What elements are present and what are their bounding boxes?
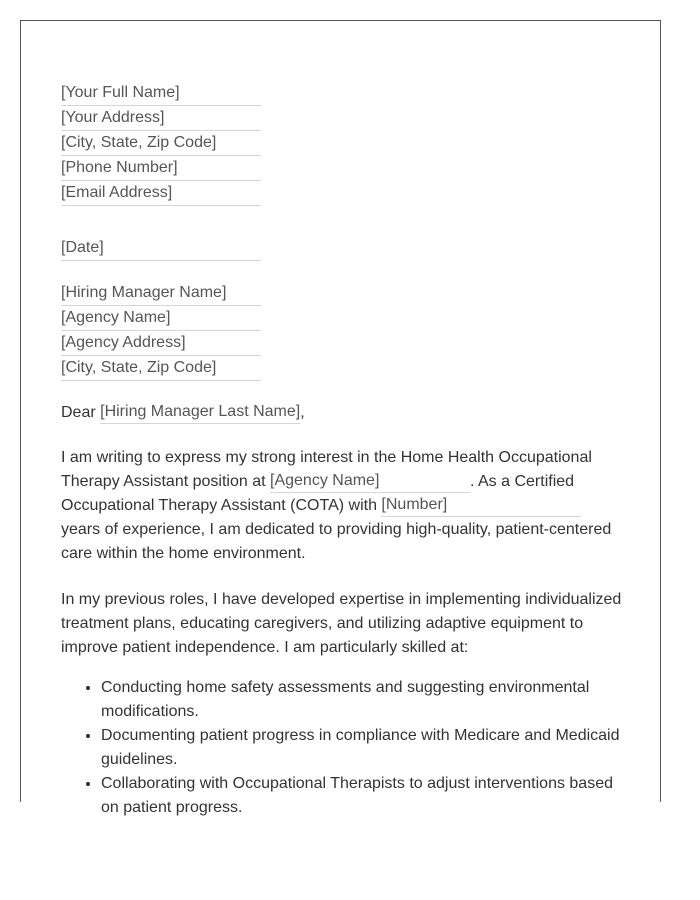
recipient-city-state-zip-field[interactable]: [City, State, Zip Code] [61,356,261,381]
paragraph-experience: In my previous roles, I have developed expertise in implementing individualized treatment plans, educating caregivers, and utilizing adaptive equipment to improve patient independence. I am particularly skilled at: [61,591,622,656]
intro-line-2 [61,470,631,494]
intro-line-3 [61,494,631,518]
date-field[interactable]: [Date] [61,236,261,261]
skills-list-item: • Conducting home safety assessments and suggesting environmental modifications. [101,676,631,724]
intro-line-2-tail: . As a Certified [470,473,575,490]
intro-line-4: years of experience, I am dedicated to providing high-quality, patient-centered [61,521,612,538]
letter-page [20,20,661,816]
agency-address-field[interactable]: [Agency Address] [61,331,261,356]
sender-phone-field[interactable]: [Phone Number] [61,156,261,181]
intro-line-5: care within the home environment. [61,545,306,562]
hiring-manager-name-field[interactable]: [Hiring Manager Name] [61,281,261,306]
salutation [61,401,305,425]
skills-list [61,676,631,820]
sender-block [61,81,261,206]
recipient-block [61,281,261,381]
intro-line-1: I am writing to express my strong interest in the Home Health Occupational [61,449,592,466]
sender-address-field[interactable]: [Your Address] [61,106,261,131]
intro-line-2-text: Therapy Assistant position at [61,473,270,490]
years-number-field[interactable]: [Number] [381,494,581,517]
intro-agency-name-field[interactable]: [Agency Name] [270,470,470,493]
sender-email-field[interactable]: [Email Address] [61,181,261,206]
salutation-prefix: Dear [61,404,101,421]
agency-name-field[interactable]: [Agency Name] [61,306,261,331]
skills-list-item: • Documenting patient progress in compliance with Medicare and Medicaid guidelines. [101,724,631,772]
intro-line-3-text: Occupational Therapy Assistant (COTA) with [61,497,382,514]
date-block [61,236,261,261]
skills-list-item: • Collaborating with Occupational Therapists to adjust interventions based on patient progress. [101,772,631,820]
sender-city-state-zip-field[interactable]: [City, State, Zip Code] [61,131,261,156]
hiring-manager-last-name-field[interactable]: [Hiring Manager Last Name] [100,401,300,424]
sender-full-name-field[interactable]: [Your Full Name] [61,81,261,106]
paragraph-intro [61,446,631,566]
salutation-suffix: , [300,404,305,421]
